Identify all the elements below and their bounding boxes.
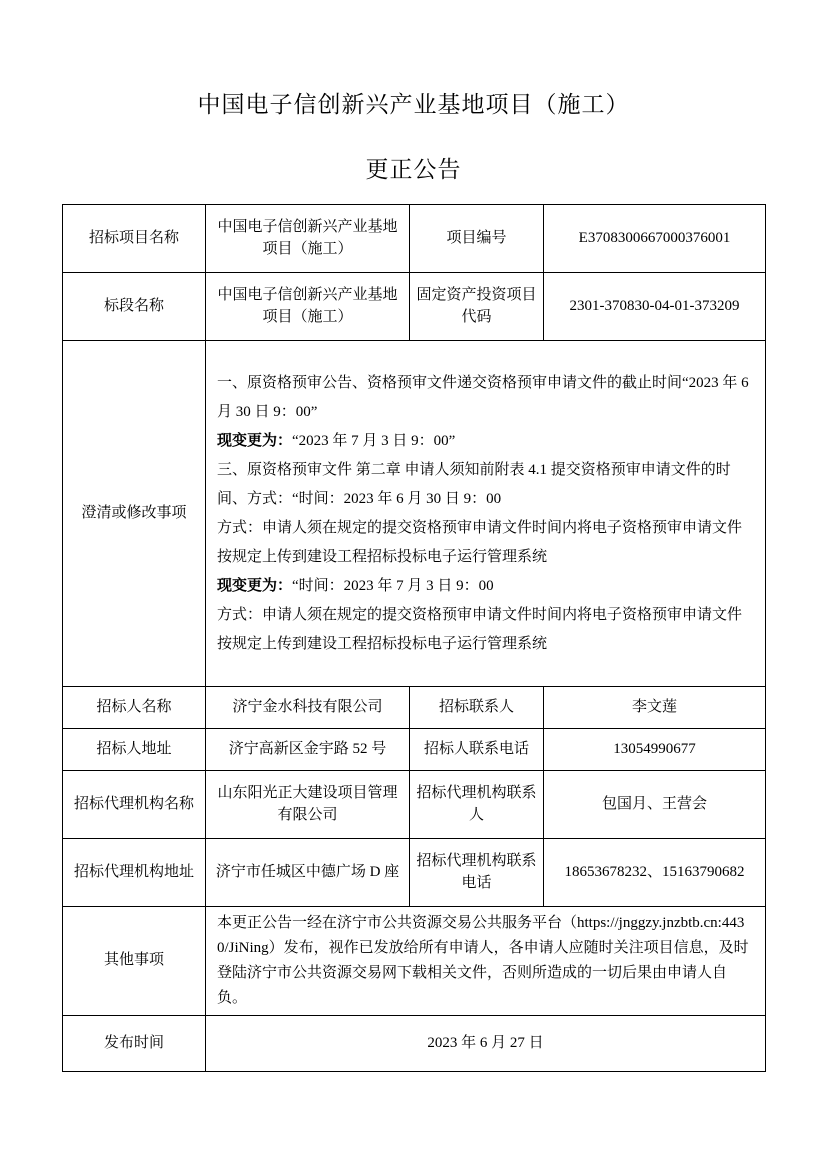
row-agency-name xyxy=(63,771,766,839)
field-value-agency-contact: 包国月、王营会 xyxy=(544,771,766,839)
bold-prefix: 现变更为： xyxy=(217,577,293,594)
field-label-publish-time: 发布时间 xyxy=(63,1016,206,1072)
field-value-tenderer-phone: 13054990677 xyxy=(544,729,766,771)
paragraph-text: “2023 年 7 月 3 日 9：00” xyxy=(292,432,456,449)
row-agency-address xyxy=(63,839,766,907)
field-value-tenderer-name: 济宁金水科技有限公司 xyxy=(206,687,410,729)
clarification-paragraph xyxy=(217,456,755,514)
field-value-publish-time: 2023 年 6 月 27 日 xyxy=(206,1016,766,1072)
field-value-tenderer-address: 济宁高新区金宇路 52 号 xyxy=(206,729,410,771)
row-project-name xyxy=(63,205,766,273)
field-value-tender-contact: 李文莲 xyxy=(544,687,766,729)
field-label-tender-contact: 招标联系人 xyxy=(410,687,544,729)
field-value-investment-code: 2301-370830-04-01-373209 xyxy=(544,273,766,341)
field-label-agency-phone: 招标代理机构联系电话 xyxy=(410,839,544,907)
field-value-agency-address: 济宁市任城区中德广场 D 座 xyxy=(206,839,410,907)
field-value-project-number: E3708300667000376001 xyxy=(544,205,766,273)
field-label-investment-code: 固定资产投资项目代码 xyxy=(410,273,544,341)
field-value-section-name: 中国电子信创新兴产业基地项目（施工） xyxy=(206,273,410,341)
row-publish-time xyxy=(63,1016,766,1072)
field-label-agency-contact: 招标代理机构联系人 xyxy=(410,771,544,839)
field-label-agency-name: 招标代理机构名称 xyxy=(63,771,206,839)
paragraph-text: 三、原资格预审文件 第二章 申请人须知前附表 4.1 提交资格预审申请文件的时间、方式：“时间：2023 年 6 月 30 日 9：00 xyxy=(217,461,731,507)
field-value-agency-phone: 18653678232、15163790682 xyxy=(544,839,766,907)
paragraph-text: 一、原资格预审公告、资格预审文件递交资格预审申请文件的截止时间“2023 年 6 月 30 日 9：00” xyxy=(217,374,749,420)
field-value-project-name: 中国电子信创新兴产业基地项目（施工） xyxy=(206,205,410,273)
field-label-clarification: 澄清或修改事项 xyxy=(63,341,206,687)
document-title: 中国电子信创新兴产业基地项目（施工） xyxy=(197,92,630,117)
row-other-matters xyxy=(63,907,766,1016)
row-section-name xyxy=(63,273,766,341)
paragraph-text: 方式：申请人须在规定的提交资格预审申请文件时间内将电子资格预审申请文件按规定上传到建设工程招标投标电子运行管理系统 xyxy=(217,519,743,565)
clarification-paragraph xyxy=(217,601,755,659)
other-matters-text: 本更正公告一经在济宁市公共资源交易公共服务平台（https://jnggzy.jnzbtb.cn:4430/JiNing）发布，视作已发放给所有申请人，各申请人应随时关注项目信息，及时登陆济宁市公共资源交易网下载相关文件，否则所造成的一切后果由申请人自负。 xyxy=(217,915,749,1006)
field-label-other-matters: 其他事项 xyxy=(63,907,206,1016)
field-label-agency-address: 招标代理机构地址 xyxy=(63,839,206,907)
field-label-tenderer-phone: 招标人联系电话 xyxy=(410,729,544,771)
row-tenderer-address xyxy=(63,729,766,771)
field-value-agency-name: 山东阳光正大建设项目管理有限公司 xyxy=(206,771,410,839)
clarification-paragraph xyxy=(217,427,755,456)
announcement-table xyxy=(62,204,766,1072)
paragraph-text: “时间：2023 年 7 月 3 日 9：00 xyxy=(292,577,494,594)
field-label-project-number: 项目编号 xyxy=(410,205,544,273)
paragraph-text: 方式：申请人须在规定的提交资格预审申请文件时间内将电子资格预审申请文件按规定上传到建设工程招标投标电子运行管理系统 xyxy=(217,606,743,652)
clarification-paragraph xyxy=(217,514,755,572)
clarification-content xyxy=(206,341,766,687)
bold-prefix: 现变更为： xyxy=(217,432,293,449)
row-clarification xyxy=(63,341,766,687)
field-label-tenderer-name: 招标人名称 xyxy=(63,687,206,729)
other-matters-content xyxy=(206,907,766,1016)
field-label-section-name: 标段名称 xyxy=(63,273,206,341)
clarification-paragraph xyxy=(217,572,755,601)
clarification-paragraph xyxy=(217,369,755,427)
document-subtitle: 更正公告 xyxy=(365,157,462,182)
row-tenderer-name xyxy=(63,687,766,729)
field-label-tenderer-address: 招标人地址 xyxy=(63,729,206,771)
field-label-project-name: 招标项目名称 xyxy=(63,205,206,273)
